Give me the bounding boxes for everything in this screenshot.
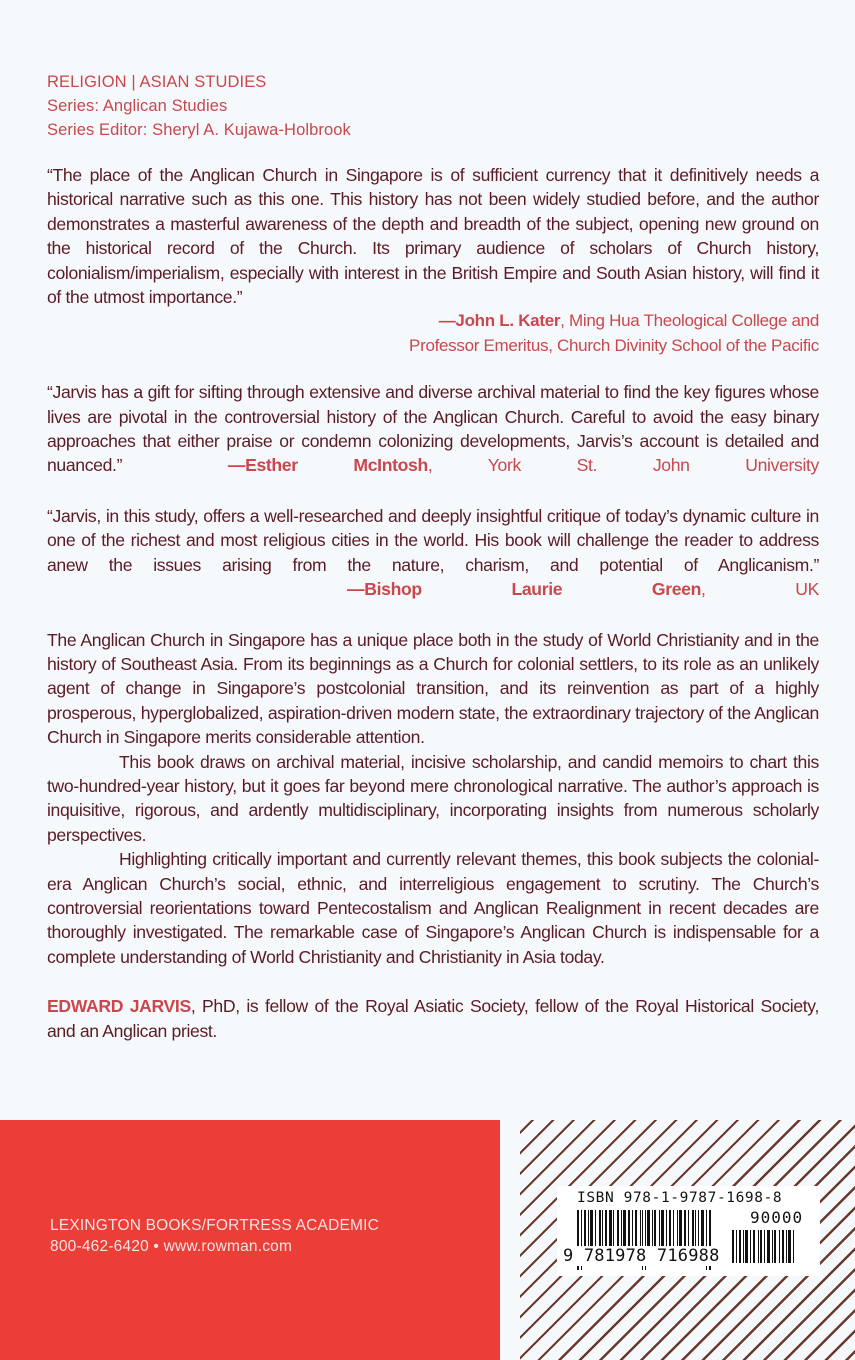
- publisher-contact: 800-462-6420 • www.rowman.com: [50, 1238, 293, 1255]
- category-header: [47, 70, 819, 142]
- author-bio-text: , PhD, is fellow of the Royal Asiatic Society, fellow of the Royal Historical Society, and an Anglican priest.: [47, 996, 819, 1041]
- endorser-affiliation: , Ming Hua Theological College and: [560, 311, 819, 331]
- isbn-label: ISBN 978-1-9787-1698-8: [577, 1190, 783, 1206]
- endorser-affiliation-line2: Professor Emeritus, Church Divinity School of the Pacific: [409, 335, 819, 355]
- endorser-name: —Esther McIntosh: [227, 455, 428, 476]
- category-label: RELIGION | ASIAN STUDIES: [47, 73, 267, 91]
- description-paragraph: This book draws on archival material, incisive scholarship, and candid memoirs to chart this two-hundred-year history, but it goes far beyond mere chronological narrative. The author’s approach is inquisitive, rigorous, and ardently multidisciplinary, incorporating insights from numerous scholarly perspectives.: [47, 751, 819, 845]
- publisher-info: [50, 1215, 379, 1257]
- publisher-block: [0, 1120, 500, 1360]
- endorsement-1: [47, 163, 819, 358]
- endorsement-text: “Jarvis has a gift for sifting through extensive and diverse archival material to find the key figures whose lives are pivotal in the controversial history of the Anglican Church. Careful to avoid the easy binary approaches that either praise or condemn colonizing developments, Jarvis’s account is detailed and nuanced.”: [47, 382, 819, 476]
- author-name: EDWARD JARVIS: [47, 996, 191, 1017]
- endorser-affiliation: , York St. John University: [427, 455, 820, 476]
- description-paragraph: Highlighting critically important and currently relevant themes, this book subjects the colonial-era Anglican Church’s social, ethnic, and interreligious engagement to scrutiny. The Church’s controversial reorientations toward Pentecostalism and Anglican Realignment in recent decades are thoroughly investigated. The remarkable case of Singapore’s Anglican Church is indispensable for a complete understanding of World Christianity and Christianity in Asia today.: [47, 849, 819, 967]
- endorsement-attribution: [47, 309, 819, 333]
- endorsement-attribution: [347, 579, 819, 599]
- publisher-name: LEXINGTON BOOKS/FORTRESS ACADEMIC: [50, 1217, 380, 1234]
- price-addon-number: 90000: [750, 1208, 804, 1227]
- endorser-name: —Bishop Laurie Green: [347, 579, 701, 600]
- endorsement-2: [47, 380, 819, 478]
- endorsement-3: [47, 504, 819, 602]
- isbn-barcode: [557, 1186, 820, 1276]
- back-cover-text: [47, 70, 819, 1043]
- addon-barcode-bars: [732, 1230, 794, 1263]
- endorser-name: —John L. Kater: [438, 311, 561, 331]
- endorsement-body: [47, 380, 819, 478]
- description-paragraph: The Anglican Church in Singapore has a unique place both in the study of World Christianity and in the history of Southeast Asia. From its beginnings as a Church for colonial settlers, to its role as an unlikely agent of change in Singapore’s postcolonial transition, and its reinvention as part of a highly prosperous, hyperglobalized, aspiration-driven modern state, the extraordinary trajectory of the Anglican Church in Singapore merits considerable attention.: [47, 629, 819, 748]
- endorsement-text: “The place of the Anglican Church in Singapore is of sufficient currency that it definitively needs a historical narrative such as this one. This history has not been widely studied before, and the author demonstrates a masterful awareness of the depth and breadth of the subject, opening new ground on the historical record of the Church. Its primary audience of scholars of Church history, colonialism/imperialism, especially with interest in the British Empire and South Asian history, will find it of the utmost importance.”: [47, 165, 819, 308]
- author-bio: [47, 994, 819, 1043]
- endorser-affiliation: , UK: [701, 579, 819, 600]
- ean-digits: 9 781978 716988: [563, 1246, 720, 1266]
- book-description: [47, 628, 819, 970]
- series-label: Series: Anglican Studies: [47, 97, 228, 115]
- endorsement-body: [47, 504, 819, 602]
- endorsement-text: “Jarvis, in this study, offers a well-researched and deeply insightful critique of today’s dynamic culture in one of the richest and most religious cities in the world. His book will challenge the reader to address anew the issues arising from the nature, charism, and potential of Anglicanism.”: [47, 505, 819, 575]
- series-editor-label: Series Editor: Sheryl A. Kujawa-Holbrook: [47, 121, 351, 139]
- endorsement-attribution: [228, 455, 819, 475]
